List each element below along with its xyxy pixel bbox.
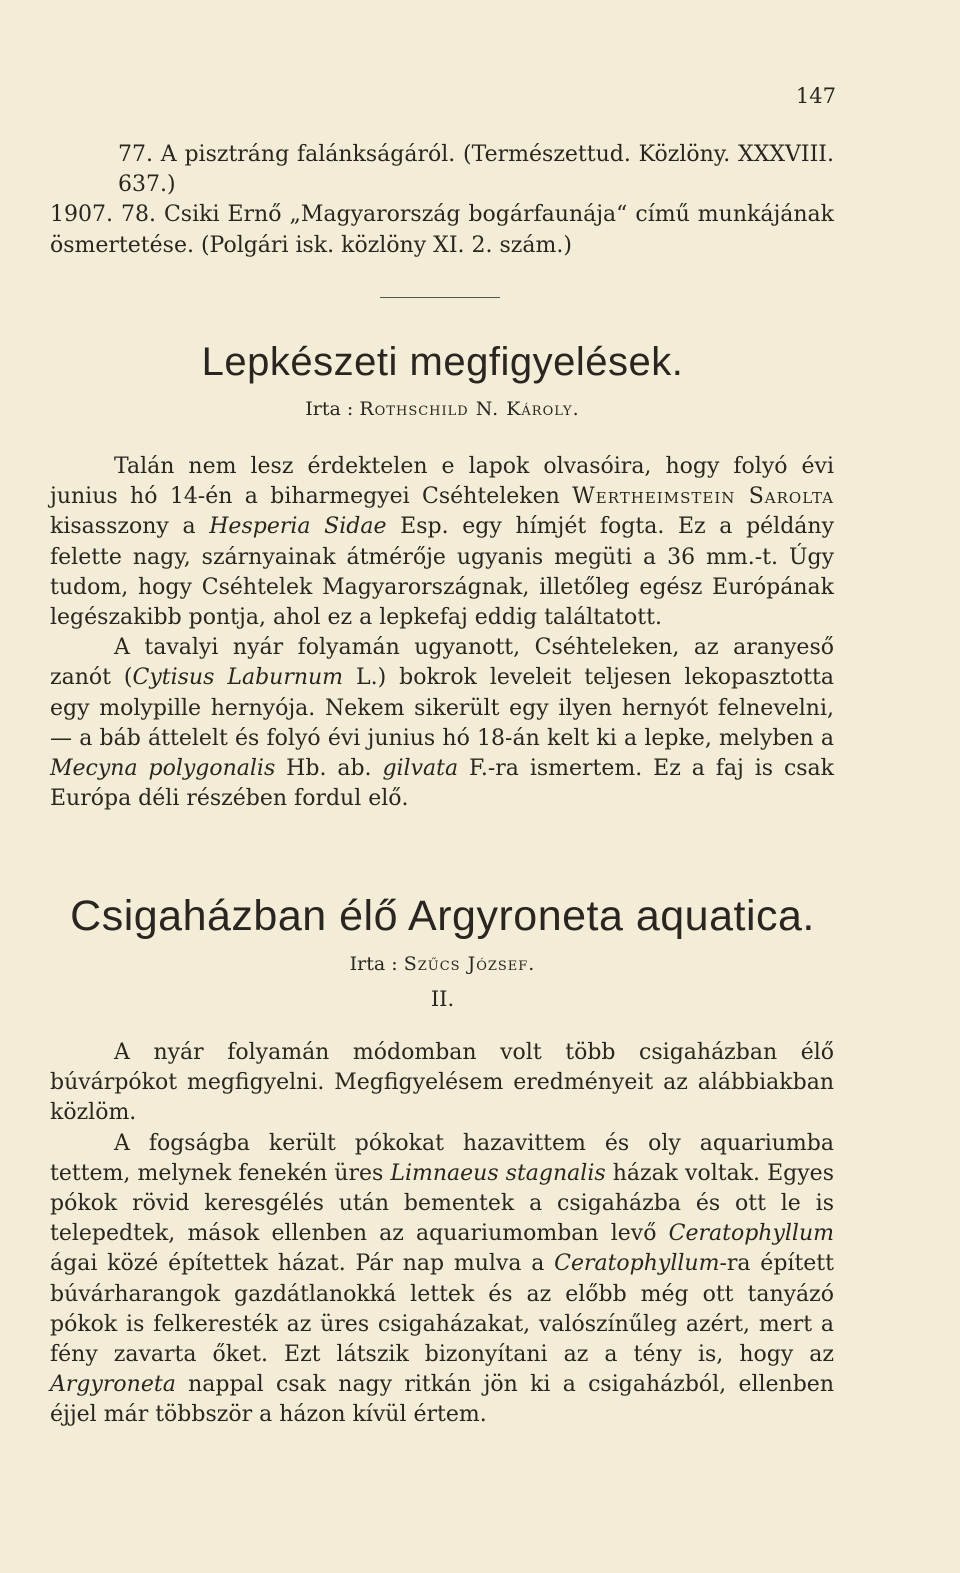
article-title: Csigaházban élő Argyroneta aquatica. xyxy=(70,892,815,940)
species-name: Mecyna polygonalis xyxy=(50,756,276,782)
reference-list xyxy=(50,140,834,261)
article-body xyxy=(50,452,834,814)
species-name: Hesperia Sidae xyxy=(209,514,387,540)
page-number: 147 xyxy=(795,84,836,108)
article-title: Lepkészeti megfigyelések. xyxy=(201,340,684,384)
byline-prefix: Irta : xyxy=(305,398,354,420)
reference-item: 77. A pisztráng falánkságáról. (Természettud. Közlöny. XXXVIII. 637.) xyxy=(118,142,834,198)
species-name: Cytisus Laburnum xyxy=(132,665,344,691)
byline-prefix: Irta : xyxy=(349,953,398,975)
paragraph: Talán nem lesz érdektelen e lapok olvasóira, hogy folyó évi junius hó 14-én a biharmegyei Cséhteleken Wertheimstein Sarolta kisasszony a Hesperia Sidae Esp. egy hímjét fogta. Ez a példány felette nagy, szárnyainak átmérője ugyanis megüti a 36 mm.-t. Úgy tudom, hogy Cséhtelek Magyarországnak, illetőleg egész Európának legészakibb pontja, ahol ez a lepkefaj eddig találtatott. xyxy=(50,454,835,631)
species-name: Argyroneta xyxy=(50,1372,176,1398)
part-number: II. xyxy=(430,987,455,1011)
species-name: Limnaeus stagnalis xyxy=(390,1160,606,1186)
reference-item: 1907. 78. Csiki Ernő „Magyarország bogárfaunája“ című munkájának ösmertetése. (Polgári isk. közlöny XI. 2. szám.) xyxy=(50,202,834,258)
paragraph: A nyár folyamán módomban volt több csigaházban élő búvárpókot megfigyelni. Megfigyelésem eredményeit az alábbiakban közlöm. xyxy=(50,1040,834,1126)
paragraph: A fogságba került pókokat hazavittem és oly aquariumba tettem, melynek fenekén üres Limnaeus stagnalis házak voltak. Egyes pókok rövid keresgélés után bementek a csigaházba és ott le is telepedtek, mások ellenben az aquariumomban levő Ceratophyllum ágai közé építettek házat. Pár nap mulva a Ceratophyllum-ra épített búvárharangok gazdátlanokká lettek és az előbb még ott tanyázó pókok is felkeresték az üres csigaházakat, valószínűleg azért, mert a fény zavarta őket. Ezt látszik bizonyítani az a tény is, hogy az Argyroneta nappal csak nagy ritkán jön ki a csigaházból, ellenben éjjel már többször a házon kívül értem. xyxy=(50,1130,834,1428)
article-body xyxy=(50,1038,834,1431)
article-byline xyxy=(0,398,885,420)
paragraph: A tavalyi nyár folyamán ugyanott, Cséhteleken, az aranyeső zanót (Cytisus Laburnum L.) bokrok leveleit teljesen lekopasztotta egy molypille hernyója. Nekem sikerült egy ilyen hernyót felnevelni, — a báb áttelelt és folyó évi junius hó 18-án kelt ki a lepke, melyben a Mecyna polygonalis Hb. ab. gilvata F.-ra ismertem. Ez a faj is csak Európa déli részében fordul elő. xyxy=(50,635,835,812)
author-name: Szűcs József. xyxy=(403,953,536,975)
person-name: Wertheimstein Sarolta xyxy=(572,484,834,510)
species-name: gilvata xyxy=(382,756,459,782)
species-name: Ceratophyllum xyxy=(554,1251,720,1277)
author-name: Rothschild N. Károly. xyxy=(359,398,580,420)
species-name: Ceratophyllum xyxy=(668,1221,834,1247)
section-divider xyxy=(380,297,500,298)
article-byline xyxy=(0,953,885,975)
